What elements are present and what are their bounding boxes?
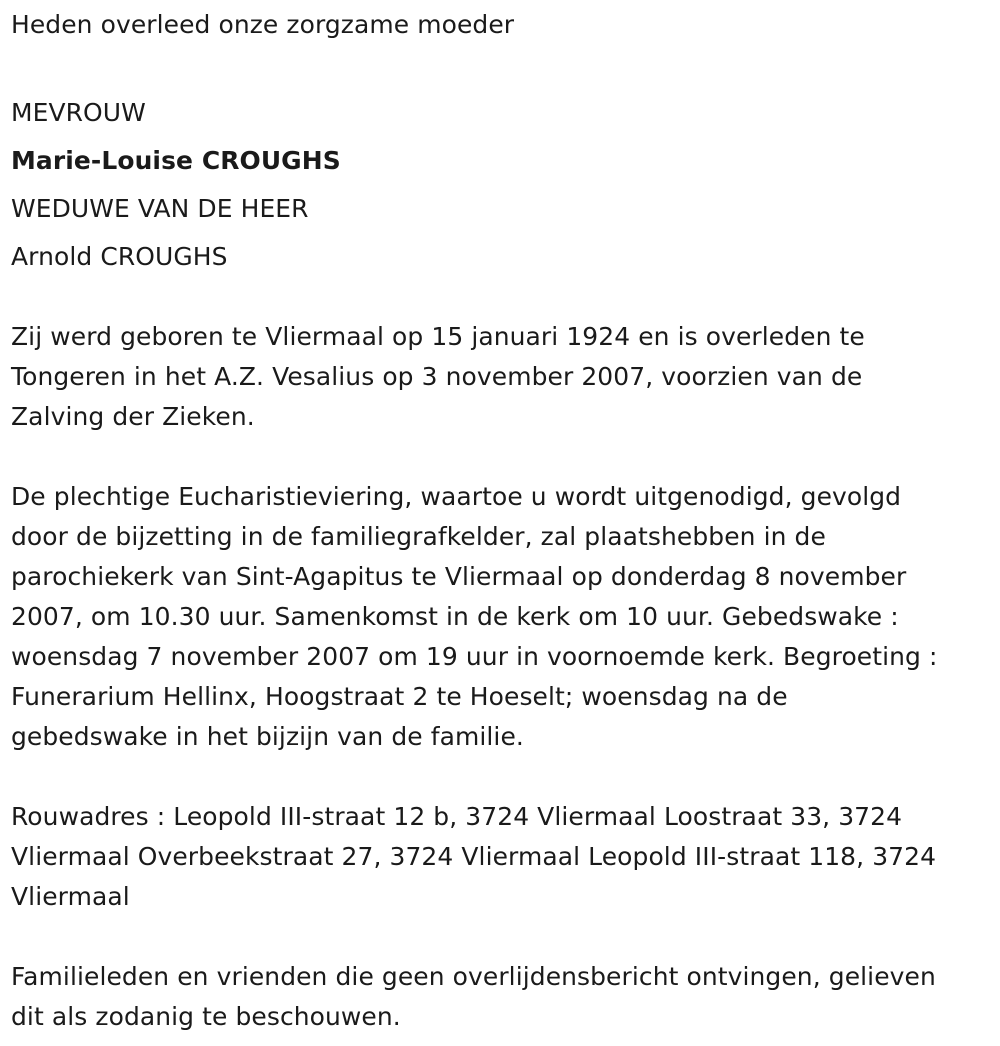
- paragraph-line: Zalving der Zieken.: [11, 402, 255, 431]
- paragraph-line: gebedswake in het bijzijn van de familie.: [11, 722, 524, 751]
- paragraph-line: Rouwadres : Leopold III-straat 12 b, 3724 Vliermaal Loostraat 33, 3724: [11, 802, 903, 831]
- birth-death-paragraph: [11, 317, 991, 437]
- paragraph-line: parochiekerk van Sint-Agapitus te Vliermaal op donderdag 8 november: [11, 562, 907, 591]
- paragraph-line: door de bijzetting in de familiegrafkelder, zal plaatshebben in de: [11, 522, 826, 551]
- spacer: [11, 45, 991, 85]
- address-paragraph: [11, 797, 991, 917]
- intro-line: Heden overleed onze zorgzame moeder: [11, 10, 515, 39]
- ceremony-paragraph: [11, 477, 991, 757]
- spacer: [11, 437, 991, 477]
- paragraph-line: Funerarium Hellinx, Hoogstraat 2 te Hoeselt; woensdag na de: [11, 682, 788, 711]
- deceased-name: Marie-Louise CROUGHS: [11, 146, 341, 175]
- paragraph-line: woensdag 7 november 2007 om 19 uur in voornoemde kerk. Begroeting :: [11, 642, 938, 671]
- paragraph-line: De plechtige Eucharistieviering, waartoe u wordt uitgenodigd, gevolgd: [11, 482, 902, 511]
- spacer: [11, 277, 991, 317]
- widow-of-line: WEDUWE VAN DE HEER: [11, 194, 309, 223]
- closing-paragraph: [11, 957, 991, 1037]
- paragraph-line: Vliermaal Overbeekstraat 27, 3724 Vliermaal Leopold III-straat 118, 3724: [11, 842, 937, 871]
- paragraph-line: 2007, om 10.30 uur. Samenkomst in de kerk om 10 uur. Gebedswake :: [11, 602, 899, 631]
- obituary-notice: [11, 5, 991, 1037]
- paragraph-line: Familieleden en vrienden die geen overlijdensbericht ontvingen, gelieven: [11, 962, 936, 991]
- paragraph-line: dit als zodanig te beschouwen.: [11, 1002, 401, 1031]
- paragraph-line: Vliermaal: [11, 882, 130, 911]
- husband-name: Arnold CROUGHS: [11, 242, 228, 271]
- paragraph-line: Tongeren in het A.Z. Vesalius op 3 november 2007, voorzien van de: [11, 362, 863, 391]
- title-line: MEVROUW: [11, 98, 146, 127]
- spacer: [11, 917, 991, 957]
- spacer: [11, 757, 991, 797]
- paragraph-line: Zij werd geboren te Vliermaal op 15 januari 1924 en is overleden te: [11, 322, 865, 351]
